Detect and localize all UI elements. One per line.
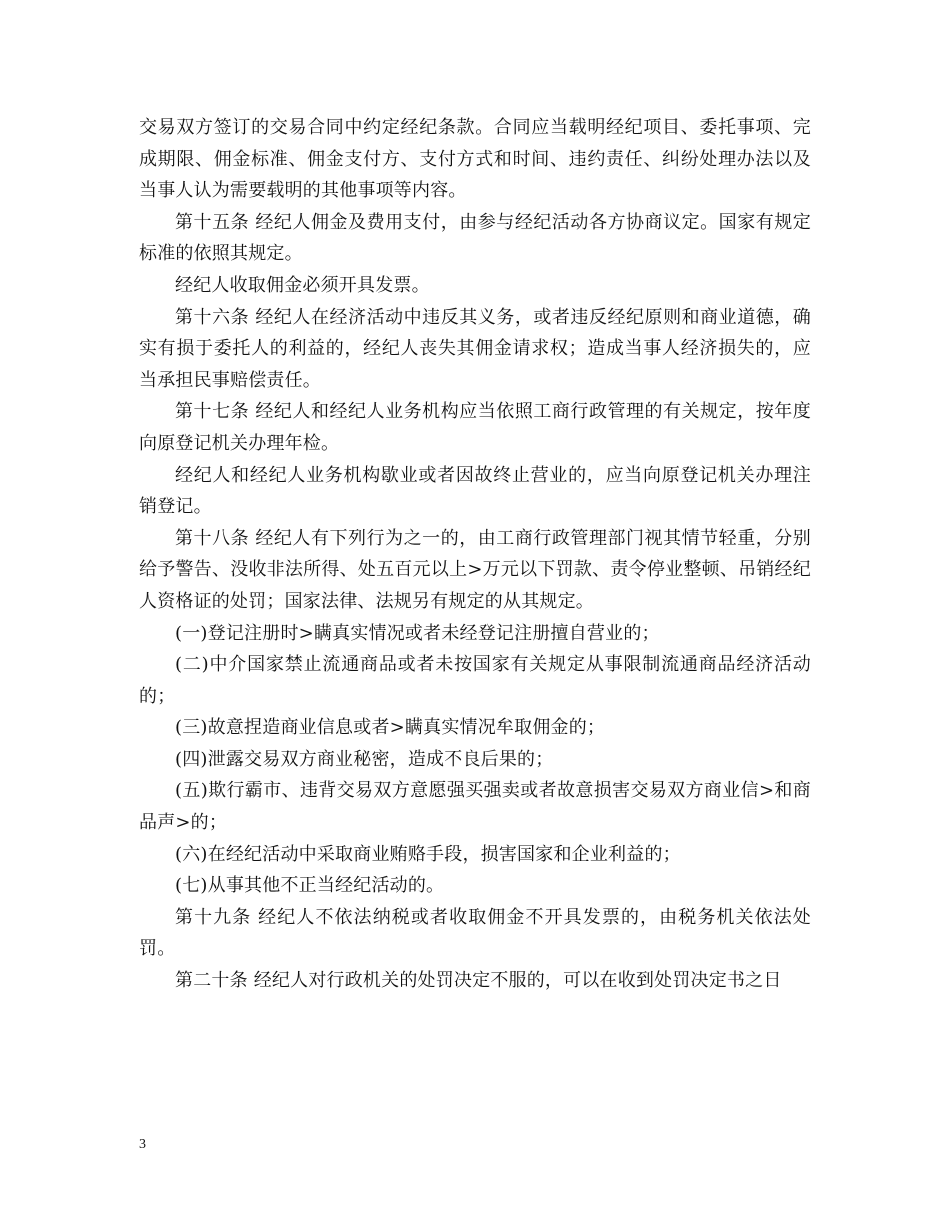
- paragraph: 经纪人收取佣金必须开具发票。: [175, 274, 430, 296]
- paragraph-article-18: 第十八条 经纪人有下列行为之一的，由工商行政管理部门视其情节轻重，分别给予警告、没收非法所得、处五百元以上>万元以下罚款、责令停业整顿、吊销经纪人资格证的处罚；国家法律、法规另有规定的从其规定。: [139, 527, 811, 612]
- list-item: (六)在经纪活动中采取商业贿赂手段，损害国家和企业利益的；: [175, 843, 681, 865]
- list-item: (七)从事其他不正当经纪活动的。: [175, 875, 445, 897]
- paragraph-article-17: 第十七条 经纪人和经纪人业务机构应当依照工商行政管理的有关规定，按年度向原登记机关办理年检。: [139, 401, 811, 454]
- paragraph-article-16: 第十六条 经纪人在经济活动中违反其义务，或者违反经纪原则和商业道德，确实有损于委托人的利益的，经纪人丧失其佣金请求权；造成当事人经济损失的，应当承担民事赔偿责任。: [139, 306, 811, 391]
- page-number: 3: [139, 1137, 146, 1152]
- paragraph-article-15: 第十五条 经纪人佣金及费用支付，由参与经纪活动各方协商议定。国家有规定标准的依照其规定。: [139, 211, 811, 265]
- paragraph-article-19: 第十九条 经纪人不依法纳税或者收取佣金不开具发票的，由税务机关依法处罚。: [139, 906, 811, 960]
- list-item: (五)欺行霸市、违背交易双方意愿强买强卖或者故意损害交易双方商业信>和商品声>的；: [139, 780, 811, 834]
- paragraph: 交易双方签订的交易合同中约定经纪条款。合同应当载明经纪项目、委托事项、完成期限、佣金标准、佣金支付方、支付方式和时间、违约责任、纠纷处理办法以及当事人认为需要载明的其他事项等内容。: [139, 117, 811, 202]
- list-item: (二)中介国家禁止流通商品或者未按国家有关规定从事限制流通商品经济活动的；: [139, 654, 811, 707]
- list-item: (一)登记注册时>瞒真实情况或者未经登记注册擅自营业的；: [175, 622, 660, 644]
- document-body: [139, 112, 811, 997]
- paragraph: 经纪人和经纪人业务机构歇业或者因故终止营业的，应当向原登记机关办理注销登记。: [139, 464, 811, 518]
- paragraph-article-20: 第二十条 经纪人对行政机关的处罚决定不服的，可以在收到处罚决定书之日: [175, 970, 782, 992]
- list-item: (三)故意捏造商业信息或者>瞒真实情况牟取佣金的；: [175, 717, 606, 739]
- list-item: (四)泄露交易双方商业秘密，造成不良后果的；: [175, 748, 554, 770]
